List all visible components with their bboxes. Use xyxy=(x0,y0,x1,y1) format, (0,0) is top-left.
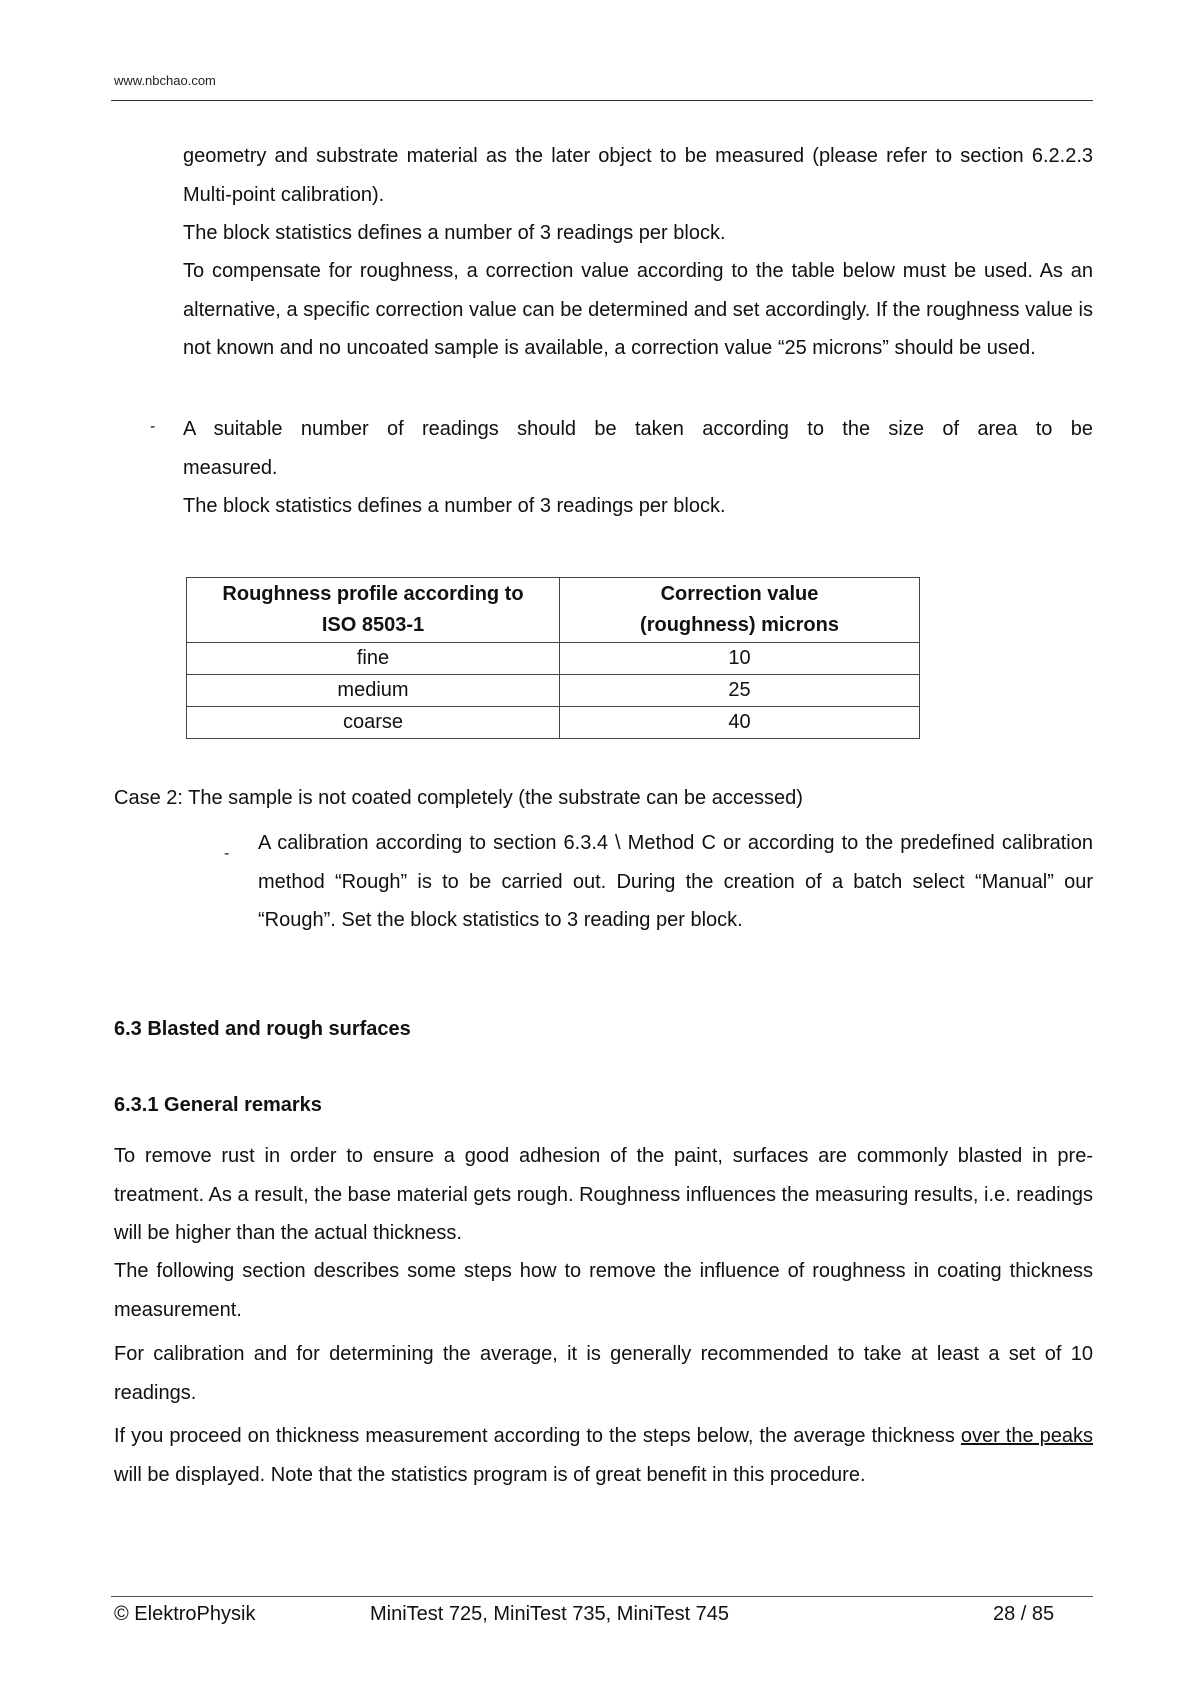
case-2-bullet: A calibration according to section 6.3.4 \ Method C or according to the predefined calibration method “Rough” is to be carried out. During the creation of a batch select “Manual” our “Rough”. Set the block statistics to 3 reading per block. xyxy=(258,832,1093,931)
block-statistics-line-2: The block statistics defines a number of 3 readings per block. xyxy=(183,495,726,517)
table-cell-value: 40 xyxy=(560,707,920,739)
paragraph-text: If you proceed on thickness measurement according to the steps below, the average thickness xyxy=(114,1425,961,1447)
bullet-dash: - xyxy=(150,418,156,435)
roughness-correction-table xyxy=(186,577,920,739)
general-paragraph-3: For calibration and for determining the average, it is generally recommended to take at least a set of 10 readings. xyxy=(114,1343,1093,1404)
header-line: (roughness) microns xyxy=(640,614,839,636)
case-2-bullet-dash: - xyxy=(224,845,230,862)
paragraph-text: will be displayed. Note that the statistics program is of great benefit in this procedure. xyxy=(114,1463,866,1486)
compensate-paragraph: To compensate for roughness, a correction value according to the table below must be used. As an alternative, a specific correction value can be determined and set accordingly. If the roughness value is not known and no uncoated sample is available, a correction value “25 microns” should be used. xyxy=(183,260,1093,359)
header-site-url: www.nbchao.com xyxy=(114,73,216,88)
header-line: Roughness profile according to xyxy=(222,583,524,605)
subsection-heading: 6.3.1 General remarks xyxy=(114,1094,322,1116)
table-cell-profile: coarse xyxy=(187,707,560,739)
emphasis-over-the-peaks: over the peaks xyxy=(960,1425,1093,1447)
table-cell-value: 25 xyxy=(560,675,920,707)
table-cell-value: 10 xyxy=(560,643,920,675)
section-heading: 6.3 Blasted and rough surfaces xyxy=(114,1018,411,1040)
general-paragraph-4 xyxy=(114,1417,1093,1494)
bullet-readings: A suitable number of readings should be taken according to the size of area to be measured. xyxy=(183,418,1093,479)
footer-product-name: MiniTest 725, MiniTest 735, MiniTest 745 xyxy=(370,1603,730,1625)
table-row xyxy=(187,675,920,707)
case-2-line: Case 2: The sample is not coated completely (the substrate can be accessed) xyxy=(114,787,803,809)
general-paragraph-1: To remove rust in order to ensure a good adhesion of the paint, surfaces are commonly blasted in pre-treatment. As a result, the base material gets rough. Roughness influences the measuring results, i.e. readings will be higher than the actual thickness. xyxy=(114,1145,1093,1244)
intro-paragraph: geometry and substrate material as the later object to be measured (please refer to section 6.2.2.3 Multi-point calibration). xyxy=(183,145,1093,206)
table-header-correction-value xyxy=(560,578,920,643)
table-cell-profile: fine xyxy=(187,643,560,675)
header-line: ISO 8503-1 xyxy=(321,614,425,636)
general-paragraph-2: The following section describes some steps how to remove the influence of roughness in coating thickness measurement. xyxy=(114,1260,1093,1321)
footer-copyright: © ElektroPhysik xyxy=(114,1603,256,1625)
header-divider xyxy=(111,100,1093,101)
header-line: Correction value xyxy=(660,583,819,605)
table-header-row xyxy=(187,578,920,643)
footer-page-number: 28 / 85 xyxy=(993,1603,1055,1625)
table-row xyxy=(187,707,920,739)
table-cell-profile: medium xyxy=(187,675,560,707)
block-statistics-line: The block statistics defines a number of 3 readings per block. xyxy=(183,222,726,244)
table-row xyxy=(187,643,920,675)
footer-divider xyxy=(111,1596,1093,1597)
table-header-roughness-profile xyxy=(187,578,560,643)
